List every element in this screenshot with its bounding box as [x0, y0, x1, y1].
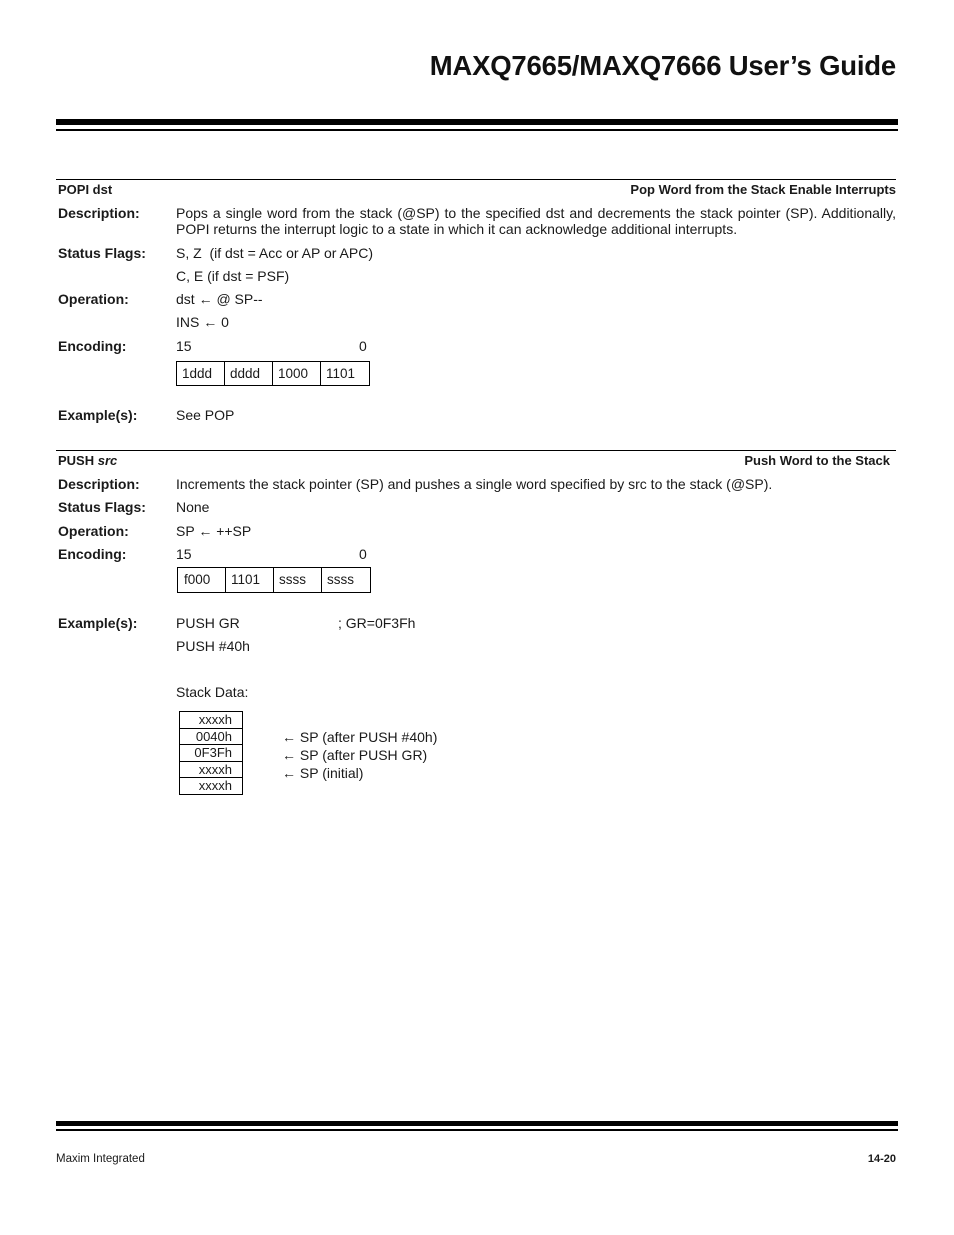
stack-cell: 0F3Fh	[179, 744, 243, 762]
popi-example: See POP	[176, 407, 235, 423]
encoding-cell: 1101	[226, 568, 274, 592]
footer-thick-rule	[56, 1121, 898, 1126]
header-thin-rule	[56, 129, 898, 131]
push-status-flags: None	[176, 499, 210, 515]
push-heading: Push Word to the Stack	[744, 453, 890, 468]
popi-bit-low: 0	[359, 338, 367, 354]
stack-cell: xxxxh	[179, 761, 243, 779]
sp-initial-marker: ← SP (initial)	[282, 765, 364, 781]
sp-after-push-gr-marker: ← SP (after PUSH GR)	[282, 747, 428, 763]
document-title: MAXQ7665/MAXQ7666 User’s Guide	[429, 50, 896, 81]
footer-thin-rule	[56, 1129, 898, 1131]
popi-status-flags-2: C, E (if dst = PSF)	[176, 268, 290, 284]
push-description-label: Description:	[58, 476, 140, 492]
push-description: Increments the stack pointer (SP) and pushes a single word specified by src to the stack (@SP).	[176, 476, 773, 492]
page-number: 14-20	[867, 1153, 896, 1165]
push-mnemonic-operand: src	[97, 453, 118, 468]
popi-encoding-label: Encoding:	[58, 338, 127, 354]
push-operation-label: Operation:	[58, 523, 129, 539]
encoding-cell: dddd	[225, 362, 273, 385]
push-encoding-table	[177, 567, 371, 593]
push-examples-label: Example(s):	[58, 615, 138, 631]
encoding-cell: ssss	[327, 572, 354, 587]
popi-status-flags-label: Status Flags:	[58, 245, 146, 261]
encoding-cell: 1ddd	[177, 362, 225, 385]
push-status-flags-label: Status Flags:	[58, 499, 146, 515]
stack-cell: 0040h	[179, 728, 243, 746]
footer-company: Maxim Integrated	[56, 1153, 145, 1165]
popi-examples-label: Example(s):	[58, 407, 138, 423]
popi-operation-label: Operation:	[58, 291, 129, 307]
push-encoding-label: Encoding:	[58, 546, 127, 562]
popi-mnemonic: POPI dst	[58, 182, 113, 197]
push-mnemonic	[58, 453, 117, 468]
popi-description: Pops a single word from the stack (@SP) to the specified dst and decrements the stack pointer (SP). Additionally, POPI returns the interrupt logic to a state in which it can acknowledge additional interrupts.	[176, 205, 896, 237]
popi-encoding-table	[176, 361, 370, 386]
stack-data-label: Stack Data:	[176, 684, 249, 700]
push-example-1-comment: ; GR=0F3Fh	[338, 615, 416, 631]
popi-status-flags-1: S, Z (if dst = Acc or AP or APC)	[176, 245, 373, 261]
push-bit-high: 15	[176, 546, 192, 562]
encoding-cell: f000	[178, 568, 226, 592]
popi-section-rule	[56, 179, 896, 180]
sp-after-push-40h-marker: ← SP (after PUSH #40h)	[282, 729, 438, 745]
stack-diagram	[179, 711, 243, 795]
stack-cell: xxxxh	[179, 777, 243, 795]
popi-heading: Pop Word from the Stack Enable Interrupts	[630, 182, 896, 197]
header-thick-rule	[56, 119, 898, 125]
encoding-cell: 1000	[273, 362, 321, 385]
push-bit-low: 0	[359, 546, 367, 562]
push-mnemonic-name: PUSH	[58, 453, 95, 468]
popi-operation-2: INS ← 0	[176, 314, 229, 330]
popi-operation-1: dst ← @ SP--	[176, 291, 263, 307]
encoding-cell: 1101	[326, 366, 356, 381]
push-example-1: PUSH GR	[176, 615, 240, 631]
push-section-rule	[56, 450, 896, 451]
popi-description-label: Description:	[58, 205, 140, 221]
encoding-cell: ssss	[274, 568, 322, 592]
push-operation: SP ← ++SP	[176, 523, 252, 539]
push-example-2: PUSH #40h	[176, 638, 250, 654]
stack-cell: xxxxh	[179, 711, 243, 729]
popi-bit-high: 15	[176, 338, 192, 354]
